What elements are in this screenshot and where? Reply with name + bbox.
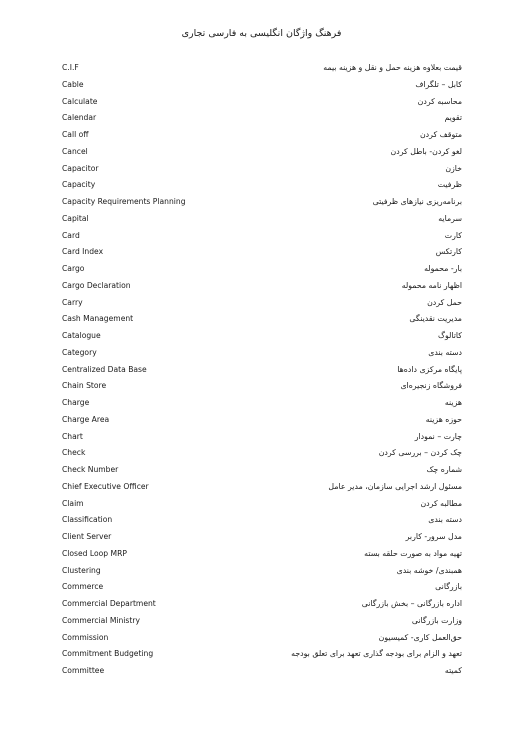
english-term: Cancel bbox=[62, 146, 88, 156]
persian-translation: تهیه مواد به صورت حلقه بسته bbox=[364, 548, 462, 558]
glossary-row bbox=[62, 646, 462, 663]
english-term: Call off bbox=[62, 130, 89, 139]
persian-translation: لغو کردن- باطل کردن bbox=[390, 146, 462, 156]
persian-translation: وزارت بازرگانی bbox=[411, 615, 462, 625]
glossary-row bbox=[62, 395, 462, 412]
english-term: Commerce bbox=[62, 582, 104, 592]
english-term: Calendar bbox=[62, 113, 97, 123]
glossary-row bbox=[62, 596, 462, 613]
english-term: Capital bbox=[62, 213, 89, 223]
glossary-row bbox=[62, 77, 462, 94]
persian-translation: دسته بندی bbox=[428, 347, 462, 357]
english-term: Closed Loop MRP bbox=[62, 548, 127, 558]
page-title: فرهنگ واژگان انگلیسی به فارسی تجاری bbox=[181, 28, 342, 39]
persian-translation: ظرفیت bbox=[437, 180, 462, 190]
persian-translation: تعهد و الزام برای بودجه گذاری تعهد برای تعلق بودجه bbox=[291, 649, 462, 659]
glossary-row bbox=[62, 479, 462, 496]
glossary-row bbox=[62, 445, 462, 462]
persian-translation: اظهار نامه محموله bbox=[401, 280, 462, 290]
glossary-row bbox=[62, 311, 462, 328]
glossary-row bbox=[62, 177, 462, 194]
persian-translation: خازن bbox=[445, 163, 462, 173]
glossary-row bbox=[62, 244, 462, 261]
persian-translation: محاسبه کردن bbox=[417, 96, 462, 106]
glossary-row bbox=[62, 529, 462, 546]
english-term: Chain Store bbox=[62, 381, 107, 391]
english-term: Committee bbox=[62, 666, 105, 675]
persian-translation: مسئول ارشد اجرایی سازمان، مدیر عامل bbox=[328, 481, 462, 491]
persian-translation: دسته بندی bbox=[428, 515, 462, 525]
persian-translation: هزینه bbox=[444, 398, 462, 407]
english-term: Centralized Data Base bbox=[62, 364, 147, 374]
english-term: Charge Area bbox=[62, 414, 110, 424]
glossary-row bbox=[62, 211, 462, 228]
persian-translation: شماره چک bbox=[426, 465, 462, 474]
glossary-row bbox=[62, 144, 462, 161]
persian-translation: کاتالوگ bbox=[437, 331, 462, 340]
persian-translation: حمل کردن bbox=[427, 297, 462, 307]
english-term: Cash Management bbox=[62, 314, 134, 324]
persian-translation: چک کردن – بررسی کردن bbox=[378, 448, 462, 458]
persian-translation: اداره بازرگانی – بخش بازرگانی bbox=[361, 599, 462, 608]
glossary-row bbox=[62, 563, 462, 580]
persian-translation: مدیریت نقدینگی bbox=[409, 314, 462, 324]
persian-translation: قیمت بعلاوه هزینه حمل و نقل و هزینه بیمه bbox=[323, 63, 462, 72]
glossary-row bbox=[62, 462, 462, 479]
persian-translation: حوزه هزینه bbox=[425, 414, 462, 424]
english-term: Card Index bbox=[62, 247, 104, 257]
english-term: C.I.F bbox=[62, 63, 79, 72]
persian-translation: کارتکس bbox=[435, 247, 462, 257]
glossary-row bbox=[62, 295, 462, 312]
glossary-row bbox=[62, 278, 462, 295]
persian-translation: پایگاه مرکزی داده‌ها bbox=[397, 364, 462, 374]
persian-translation: کمیته bbox=[444, 666, 462, 675]
glossary-row bbox=[62, 60, 462, 77]
glossary-row bbox=[62, 412, 462, 429]
persian-translation: کابل – تلگراف bbox=[415, 79, 462, 89]
english-term: Claim bbox=[62, 498, 84, 508]
persian-translation: سرمایه bbox=[438, 213, 462, 223]
glossary-row bbox=[62, 94, 462, 111]
english-term: Card bbox=[62, 230, 80, 240]
persian-translation: مطالبه کردن bbox=[420, 498, 462, 508]
persian-translation: برنامه‌ریزی نیازهای ظرفیتی bbox=[372, 197, 462, 206]
persian-translation: متوقف کردن bbox=[419, 130, 462, 139]
glossary-row bbox=[62, 345, 462, 362]
english-term: Client Server bbox=[62, 532, 112, 541]
english-term: Chief Executive Officer bbox=[62, 481, 149, 491]
glossary-row bbox=[62, 429, 462, 446]
english-term: Carry bbox=[62, 297, 83, 307]
glossary-row bbox=[62, 228, 462, 245]
english-term: Catalogue bbox=[62, 331, 101, 340]
glossary-row bbox=[62, 194, 462, 211]
glossary-row bbox=[62, 663, 462, 680]
glossary-row bbox=[62, 362, 462, 379]
english-term: Commission bbox=[62, 632, 109, 642]
glossary-row bbox=[62, 630, 462, 647]
english-term: Clustering bbox=[62, 565, 101, 575]
english-term: Calculate bbox=[62, 96, 98, 106]
glossary-row bbox=[62, 496, 462, 513]
english-term: Capacity bbox=[62, 180, 96, 190]
english-term: Commercial Department bbox=[62, 599, 156, 608]
english-term: Cargo bbox=[62, 264, 85, 273]
english-term: Classification bbox=[62, 515, 113, 525]
glossary-row bbox=[62, 127, 462, 144]
english-term: Cargo Declaration bbox=[62, 280, 131, 290]
glossary-row bbox=[62, 328, 462, 345]
english-term: Category bbox=[62, 347, 97, 357]
glossary-row bbox=[62, 110, 462, 127]
glossary-list bbox=[62, 60, 462, 680]
persian-translation: بازرگانی bbox=[435, 582, 462, 592]
english-term: Commercial Ministry bbox=[62, 615, 140, 625]
persian-translation: همبندی/ خوشه بندی bbox=[396, 565, 462, 575]
glossary-row bbox=[62, 378, 462, 395]
persian-translation: مدل سرور- کاربر bbox=[405, 532, 462, 541]
persian-translation: فروشگاه زنجیره‌ای bbox=[400, 381, 462, 391]
glossary-row bbox=[62, 613, 462, 630]
persian-translation: کارت bbox=[444, 230, 462, 240]
glossary-row bbox=[62, 512, 462, 529]
english-term: Capacity Requirements Planning bbox=[62, 197, 186, 206]
english-term: Commitment Budgeting bbox=[62, 649, 154, 659]
english-term: Cable bbox=[62, 79, 84, 89]
glossary-row bbox=[62, 161, 462, 178]
persian-translation: حق‌العمل کاری- کمیسیون bbox=[378, 632, 462, 642]
persian-translation: تقویم bbox=[444, 113, 462, 123]
persian-translation: چارت – نمودار bbox=[414, 431, 462, 441]
glossary-row bbox=[62, 546, 462, 563]
glossary-row bbox=[62, 261, 462, 278]
english-term: Charge bbox=[62, 398, 90, 407]
persian-translation: بار- محموله bbox=[424, 264, 462, 273]
glossary-row bbox=[62, 579, 462, 596]
english-term: Check Number bbox=[62, 465, 119, 474]
english-term: Capacitor bbox=[62, 163, 99, 173]
english-term: Chart bbox=[62, 431, 83, 441]
english-term: Check bbox=[62, 448, 86, 458]
